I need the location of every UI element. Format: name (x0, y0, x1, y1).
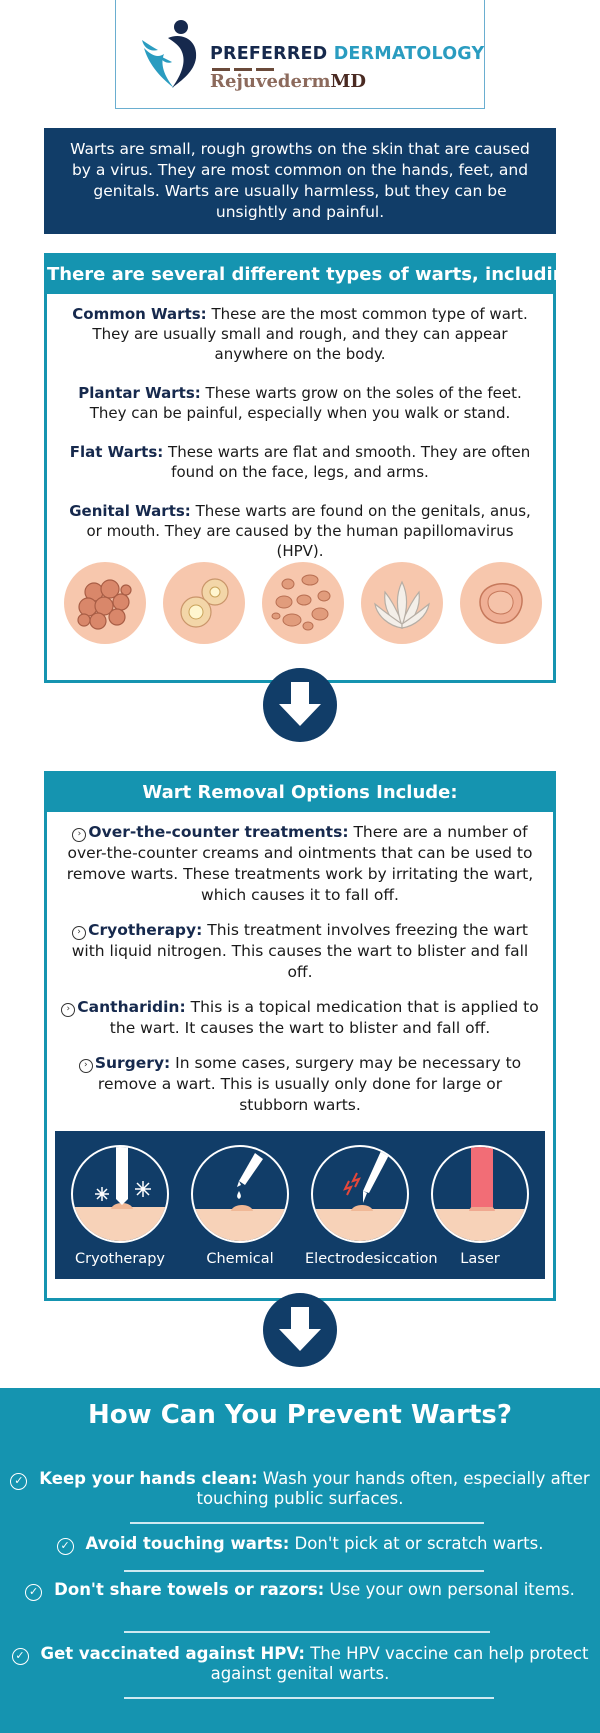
check-circle-icon: ✓ (25, 1584, 42, 1601)
prevention-section (0, 1388, 600, 1733)
logo (115, 0, 485, 109)
removal-item-cryotherapy: › Cryotherapy: This treatment involves freezing the wart with liquid nitrogen. This causes the wart to blister and fall off. (71, 921, 529, 981)
common-wart-illustration (64, 562, 146, 644)
removal-item-otc: › Over-the-counter treatments: There are a number of over-the-counter creams and ointments that can be used to remove warts. These treatments work by irritating the wart, which causes it to fall off. (66, 823, 534, 904)
arrow-down-icon (263, 1293, 337, 1367)
procedure-electrodesiccation (305, 1145, 438, 1267)
plantar-wart-illustration (163, 562, 245, 644)
prevent-item-clean-hands: ✓ Keep your hands clean: Wash your hands often, especially after touching public surfaces. (0, 1470, 600, 1508)
procedure-label: Laser (460, 1251, 500, 1267)
procedure-cryotherapy (65, 1145, 175, 1267)
chevron-circle-icon: › (72, 828, 86, 842)
removal-options-panel (44, 771, 556, 1301)
prevent-item-no-sharing: ✓ Don't share towels or razors: Use your own personal items. (0, 1581, 600, 1601)
procedure-chemical (185, 1145, 295, 1267)
cryotherapy-icon (73, 1147, 169, 1243)
chevron-circle-icon: › (79, 1059, 93, 1073)
divider (124, 1697, 494, 1699)
prevent-item-avoid-touching: ✓ Avoid touching warts: Don't pick at or scratch warts. (0, 1535, 600, 1555)
prevention-heading: How Can You Prevent Warts? (88, 1400, 512, 1430)
procedure-laser (425, 1145, 535, 1267)
check-circle-icon: ✓ (10, 1473, 27, 1490)
chevron-circle-icon: › (61, 1003, 75, 1017)
procedure-label: Chemical (206, 1251, 274, 1267)
logo-subbrand: RejuvedermMD (210, 71, 367, 92)
type-item-genital: Genital Warts: These warts are found on the genitals, anus, or mouth. They are caused by the human papillomavirus (HPV). (69, 502, 531, 560)
procedure-label: Cryotherapy (75, 1251, 165, 1267)
removal-item-surgery: › Surgery: In some cases, surgery may be necessary to remove a wart. This is usually only done for large or stubborn warts. (61, 1053, 539, 1116)
logo-wordmark: PREFERRED DERMATOLOGY (210, 44, 485, 64)
procedure-label: Electrodesiccation (305, 1251, 438, 1267)
intro-text: Warts are small, rough growths on the skin that are caused by a virus. They are most common on the hands, feet, and genitals. Warts are usually harmless, but they can be unsightly and painful. (70, 140, 530, 221)
laser-beam-icon (433, 1147, 529, 1243)
wart-types-panel (44, 253, 586, 683)
divider (130, 1522, 484, 1524)
check-circle-icon: ✓ (57, 1538, 74, 1555)
electric-probe-icon (313, 1147, 409, 1243)
removal-options-heading: Wart Removal Options Include: (47, 774, 553, 812)
chevron-circle-icon: › (72, 926, 86, 940)
arrow-down-icon (263, 668, 337, 742)
type-item-flat: Flat Warts: These warts are flat and smooth. They are often found on the face, legs, and arms. (69, 443, 531, 481)
wart-lesion-illustration (460, 562, 542, 644)
flat-wart-illustration (262, 562, 344, 644)
check-circle-icon: ✓ (12, 1648, 29, 1665)
logo-emblem-icon (138, 18, 206, 90)
wart-illustrations (64, 562, 542, 644)
prevent-item-hpv-vaccine: ✓ Get vaccinated against HPV: The HPV vaccine can help protect against genital warts. (0, 1645, 600, 1683)
type-item-plantar: Plantar Warts: These warts grow on the soles of the feet. They can be painful, especially when you walk or stand. (78, 384, 522, 422)
procedure-illustrations (55, 1131, 545, 1279)
removal-item-cantharidin: › Cantharidin: This is a topical medication that is applied to the wart. It causes the wart to blister and fall off. (61, 997, 539, 1039)
divider (124, 1631, 490, 1633)
wart-types-heading: There are several different types of warts, including: (47, 256, 553, 294)
divider (124, 1570, 484, 1572)
chemical-dropper-icon (193, 1147, 289, 1243)
intro-banner (44, 128, 556, 234)
genital-wart-illustration (361, 562, 443, 644)
type-item-common: Common Warts: These are the most common type of wart. They are usually small and rough, and they can appear anywhere on the body. (72, 305, 528, 363)
